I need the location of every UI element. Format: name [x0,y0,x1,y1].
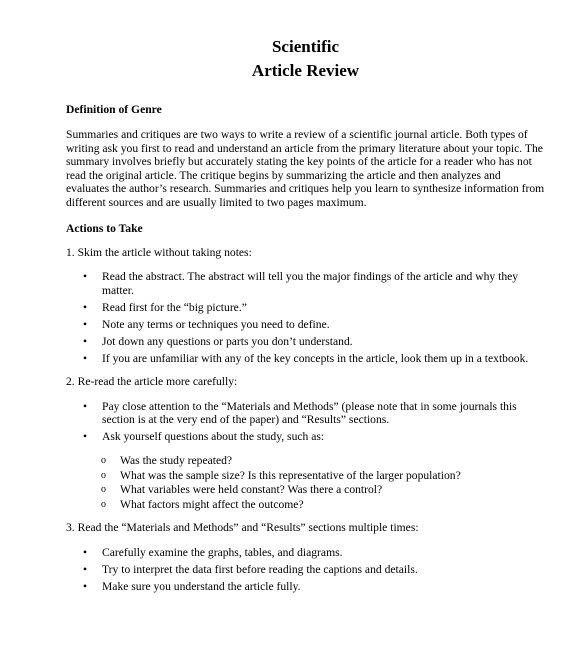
list-item [83,334,545,349]
step-1-bullet-list [66,270,545,365]
bullet-icon: • [83,300,88,314]
list-item-text: If you are unfamiliar with any of the key concepts in the article, look them up in a textbook. [102,351,529,365]
circle-bullet-icon: o [101,469,106,481]
list-item-text: What factors might affect the outcome? [120,497,304,511]
step-2-question-list [66,454,545,511]
title-line-1: Scientific [271,37,340,56]
list-item [83,399,545,427]
list-item-text: Carefully examine the graphs, tables, and diagrams. [102,546,343,560]
step-1-label: 1. Skim the article without taking notes: [66,245,252,259]
list-item [83,563,545,577]
list-item [101,497,545,512]
list-item [83,579,545,594]
actions-heading: Actions to Take [66,221,143,235]
list-item [83,270,545,297]
list-item [83,430,545,444]
circle-bullet-icon: o [101,455,106,467]
list-item-text: Make sure you understand the article fully. [102,579,301,593]
bullet-icon: • [83,399,88,413]
list-item-text: Jot down any questions or parts you don’t understand. [102,334,353,348]
list-item-text: Read first for the “big picture.” [102,300,247,314]
list-item [83,351,545,366]
list-item-text: Try to interpret the data first before reading the captions and details. [102,563,418,576]
definition-paragraph: Summaries and critiques are two ways to write a review of a scientific journal article. Both types of writing ask you first to read and understand an article from the primary literature about your topic. The summary involves briefly but accurately stating the key points of the article for a reader who has not read the original article. The critique begins by summarizing the article and then analyzes and evaluates the author’s research. Summaries and critiques help you learn to synthesize information from different sources and are usually limited to two pages maximum. [66,128,545,209]
bullet-icon: • [83,270,88,284]
definition-heading: Definition of Genre [66,103,162,116]
list-item-text: What variables were held constant? Was there a control? [120,483,383,497]
list-item [83,300,545,315]
bullet-icon: • [83,430,88,444]
step-3-label: 3. Read the “Materials and Methods” and “Results” sections multiple times: [66,521,419,535]
list-item [101,483,545,497]
list-item [101,468,545,483]
list-item-text: Pay close attention to the “Materials and Methods” (please note that in some journals this section is at the very end of the paper) and “Results” sections. [102,399,517,427]
list-item-text: Read the abstract. The abstract will tell you the major findings of the article and why they matter. [102,270,519,297]
list-item-text: Was the study repeated? [120,454,233,468]
list-item-text: What was the sample size? Is this representative of the larger population? [120,468,461,482]
bullet-icon: • [83,563,88,576]
step-3-bullet-list [66,546,545,594]
list-item [83,317,545,332]
circle-bullet-icon: o [101,484,106,496]
list-item-text: Ask yourself questions about the study, such as: [102,430,325,444]
bullet-icon: • [83,546,88,560]
bullet-icon: • [83,351,88,365]
step-2-label: 2. Re-read the article more carefully: [66,375,238,389]
list-item [101,454,545,468]
list-item [83,546,545,560]
bullet-icon: • [83,334,88,348]
circle-bullet-icon: o [101,498,106,510]
title-line-2: Article Review [251,61,360,80]
bullet-icon: • [83,317,88,331]
step-2-bullet-list [66,400,545,444]
bullet-icon: • [83,579,88,593]
list-item-text: Note any terms or techniques you need to define. [102,317,330,331]
document-title [66,0,545,83]
